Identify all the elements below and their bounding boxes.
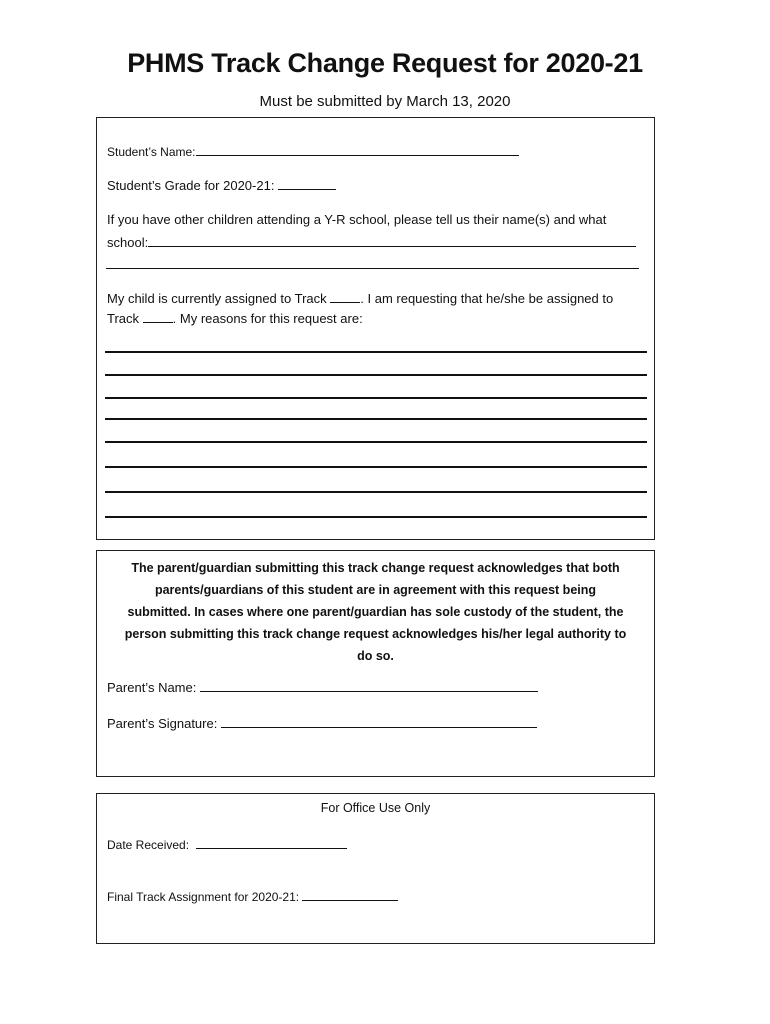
final-track-row [107,888,398,904]
other-children-row [107,234,636,250]
reasons-label: . My reasons for this request are: [172,311,363,326]
acknowledgement-line: do so. [357,649,394,663]
final-track-label: Final Track Assignment for 2020-21: [107,890,300,904]
track-request-line2 [107,310,363,326]
other-children-field-line2[interactable] [106,268,639,269]
acknowledgement-line: person submitting this track change request acknowledges his/her legal authority to [124,627,627,641]
current-track-field[interactable] [330,290,360,303]
reason-line[interactable] [105,441,647,443]
reason-line[interactable] [105,397,647,399]
requested-track-text: . I am requesting that he/she be assigned to [360,291,614,306]
student-name-field[interactable] [196,143,519,156]
office-heading: For Office Use Only [320,801,431,815]
acknowledgement-line: submitted. In cases where one parent/guardian has sole custody of the student, the [127,605,624,619]
date-received-label: Date Received: [107,838,190,852]
student-grade-label: Student’s Grade for 2020-21: [107,178,275,193]
date-received-field[interactable] [196,836,347,849]
reason-line[interactable] [105,466,647,468]
parent-name-label: Parent’s Name: [107,680,197,695]
student-grade-row [107,177,336,193]
current-track-label: My child is currently assigned to Track [107,291,327,306]
other-children-field[interactable] [148,234,636,247]
student-section [96,117,655,540]
page-subtitle: Must be submitted by March 13, 2020 [259,93,511,110]
other-children-prompt: If you have other children attending a Y-R school, please tell us their name(s) and what [107,212,607,227]
student-name-row [107,143,519,159]
date-received-row [107,836,347,852]
parent-signature-label: Parent’s Signature: [107,716,218,731]
school-label: school: [107,235,149,250]
parent-signature-field[interactable] [221,715,537,728]
requested-track-field[interactable] [143,310,173,323]
reason-line[interactable] [105,491,647,493]
final-track-field[interactable] [302,888,398,901]
track-request-line1 [107,290,613,306]
reason-line[interactable] [105,516,647,518]
parent-section [96,550,655,777]
page-title: PHMS Track Change Request for 2020-21 [127,48,643,78]
reason-line[interactable] [105,351,647,353]
office-section [96,793,655,944]
reason-line[interactable] [105,418,647,420]
parent-name-row [107,679,538,695]
track-label: Track [107,311,140,326]
reason-line[interactable] [105,374,647,376]
parent-name-field[interactable] [200,679,538,692]
acknowledgement-line: The parent/guardian submitting this track change request acknowledges that both [131,561,620,575]
student-name-label: Student’s Name: [107,145,196,159]
parent-signature-row [107,715,537,731]
student-grade-field[interactable] [278,177,336,190]
acknowledgement-line: parents/guardians of this student are in agreement with this request being [154,583,597,597]
acknowledgement-text [107,557,644,667]
